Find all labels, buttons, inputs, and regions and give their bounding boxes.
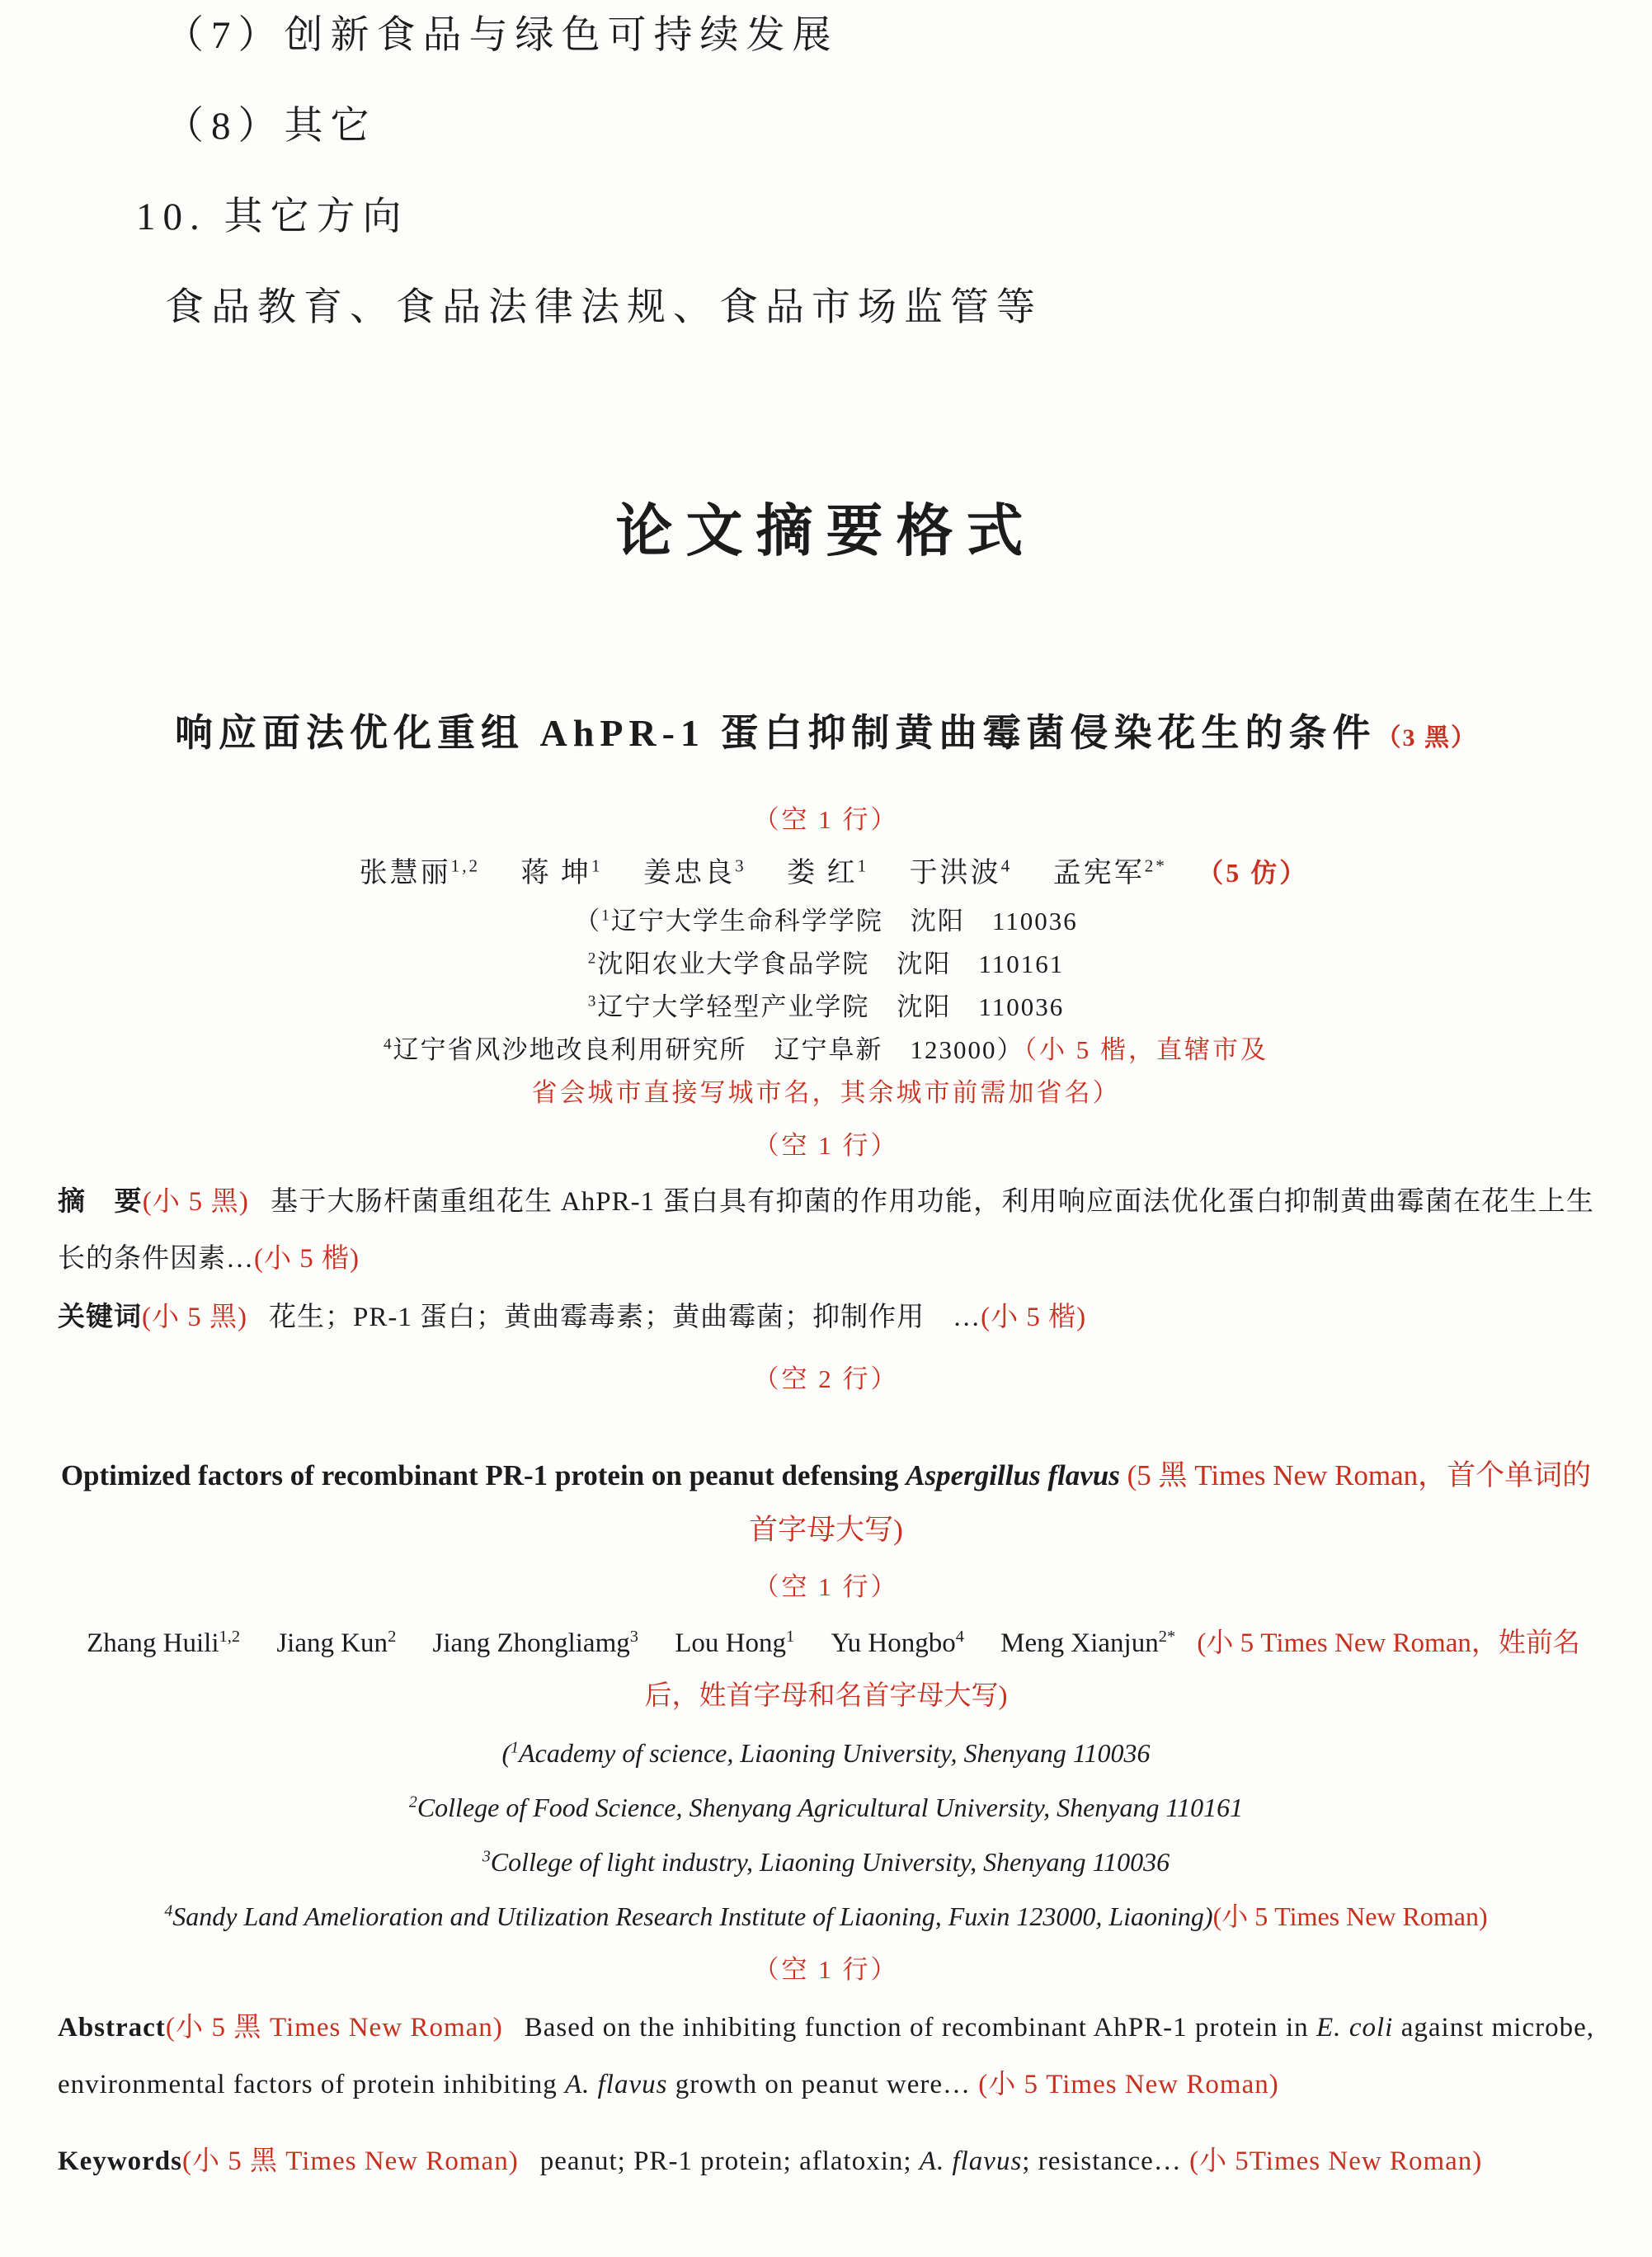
- en-author: Jiang Zhongliamg$^3$: [432, 1628, 638, 1658]
- outline-item-10: 10. 其它方向: [136, 196, 409, 238]
- cn-keywords-label-note: (小 5 黑): [142, 1303, 247, 1332]
- cn-abstract-label: 摘 要: [58, 1187, 143, 1217]
- cn-affiliation-4: $^4$辽宁省风沙地改良利用研究所 辽宁阜新 123000）（小 5 楷，直辖市及: [383, 1035, 1269, 1064]
- en-abstract-text-3: growth on peanut were…: [667, 2070, 972, 2099]
- cn-author: 姜忠良$^3$: [643, 855, 746, 888]
- cn-author-line: [58, 851, 1594, 895]
- en-author-line: [58, 1617, 1594, 1722]
- blank-two-lines-note: （空 2 行）: [753, 1364, 899, 1393]
- en-title-format-note: (5 黑 Times New Roman，首个单词的首字母大写): [749, 1459, 1592, 1546]
- en-paper-title: [58, 1449, 1594, 1557]
- cn-author: 于洪波$^4$: [909, 855, 1013, 888]
- en-abstract-text-2: against microbe, environmental factors of protein inhibiting: [58, 2013, 1594, 2099]
- en-author: Jiang Kun$^2$: [276, 1628, 397, 1658]
- en-keywords-label: Keywords: [58, 2146, 182, 2176]
- cn-paper-title-text: 响应面法优化重组 AhPR-1 蛋白抑制黄曲霉菌侵染花生的条件: [175, 712, 1377, 754]
- en-keywords-species: A. flavus: [919, 2146, 1023, 2176]
- en-affiliation-4: $^4$Sandy Land Amelioration and Utilization Research Institute of Liaoning, Fuxin 123000, Liaoning)(小 5 Times New Roman): [164, 1901, 1488, 1931]
- cn-affiliation-3: $^3$辽宁大学轻型产业学院 沈阳 110036: [587, 992, 1065, 1021]
- cn-affiliation-2: $^2$沈阳农业大学食品学院 沈阳 110161: [587, 949, 1065, 978]
- cn-abstract-paragraph: [58, 1174, 1594, 1288]
- cn-abstract-text: 基于大肠杆菌重组花生 AhPR-1 蛋白具有抑菌的作用功能，利用响应面法优化蛋白抑制黄曲霉菌在花生上生长的条件因素…: [58, 1187, 1595, 1274]
- cn-author: 孟宪军$^{2*}$: [1052, 855, 1167, 888]
- cn-paper-title: [58, 708, 1594, 764]
- section-title: 论文摘要格式: [615, 500, 1037, 563]
- en-affiliation-1: ($^1$Academy of science, Liaoning University, Shenyang 110036: [501, 1738, 1151, 1768]
- cn-abstract-label-note: (小 5 黑): [142, 1187, 249, 1217]
- en-author: Zhang Huili$^{1,2}$: [87, 1628, 241, 1658]
- en-abstract-species-1: E. coli: [1316, 2013, 1394, 2043]
- en-abstract-label-note: (小 5 黑 Times New Roman): [165, 2013, 503, 2043]
- blank-line-note-2: （空 1 行）: [753, 1131, 899, 1160]
- cn-author: 张慧丽$^{1,2}$: [359, 855, 481, 888]
- outline-item-10-desc: 食品教育、食品法律法规、食品市场监管等: [165, 286, 1043, 329]
- cn-keywords-paragraph: [58, 1289, 1594, 1346]
- cn-author: 蒋 坤$^1$: [520, 855, 603, 888]
- en-affiliation-3: $^3$College of light industry, Liaoning University, Shenyang 110036: [482, 1847, 1170, 1877]
- en-paper-title-text: Optimized factors of recombinant PR-1 protein on peanut defensing: [60, 1459, 906, 1491]
- cn-author: 娄 红$^1$: [787, 855, 869, 888]
- cn-affiliation-1: （$^1$辽宁大学生命科学学院 沈阳 110036: [574, 907, 1078, 935]
- en-abstract-species-2: A. flavus: [564, 2070, 668, 2099]
- cn-keywords-text: 花生；PR-1 蛋白；黄曲霉毒素；黄曲霉菌；抑制作用 …: [268, 1303, 981, 1332]
- cn-affiliations: [58, 900, 1594, 1114]
- cn-affils-format-note-part2: 省会城市直接写城市名，其余城市前需加省名）: [531, 1078, 1121, 1107]
- en-author: Meng Xianjun$^{2*}$: [1000, 1628, 1176, 1658]
- en-affiliation-2: $^2$College of Food Science, Shenyang Agricultural University, Shenyang 110161: [408, 1793, 1244, 1822]
- en-keywords-end-note: (小 5Times New Roman): [1189, 2146, 1483, 2176]
- en-author: Yu Hongbo$^4$: [831, 1628, 964, 1658]
- cn-keywords-end-note: (小 5 楷): [981, 1303, 1087, 1332]
- cn-affils-format-note-part1: （小 5 楷，直辖市及: [1024, 1035, 1269, 1064]
- en-abstract-label: Abstract: [58, 2013, 166, 2043]
- blank-line-note-1: （空 1 行）: [753, 805, 899, 834]
- cn-keywords-label: 关键词: [58, 1303, 142, 1332]
- en-keywords-text-2: ; resistance…: [1022, 2146, 1182, 2176]
- en-keywords-label-note: (小 5 黑 Times New Roman): [182, 2146, 519, 2176]
- en-keywords-paragraph: [58, 2133, 1594, 2190]
- cn-authors-format-note: （5 仿）: [1197, 858, 1309, 888]
- blank-line-note-4: （空 1 行）: [753, 1955, 899, 1984]
- en-keywords-text-1: peanut; PR-1 protein; aflatoxin;: [539, 2146, 920, 2176]
- outline-item-7: （7）创新食品与绿色可持续发展: [165, 14, 839, 57]
- en-abstract-paragraph: [58, 2000, 1594, 2113]
- en-affils-format-note: (小 5 Times New Roman): [1212, 1901, 1488, 1931]
- en-paper-title-species: Aspergillus flavus: [906, 1459, 1120, 1491]
- en-abstract-end-note: (小 5 Times New Roman): [978, 2070, 1279, 2099]
- en-author: Lou Hong$^1$: [675, 1628, 795, 1658]
- outline-item-8: （8）其它: [165, 105, 377, 148]
- topic-outline-list: [58, 12, 1594, 332]
- en-authors-format-note: (小 5 Times New Roman，姓前名后，姓首字母和名首字母大写): [644, 1628, 1580, 1711]
- cn-title-format-note: （3 黑）: [1376, 724, 1477, 752]
- blank-line-note-3: （空 1 行）: [753, 1572, 899, 1601]
- en-abstract-text-1: Based on the inhibiting function of recombinant AhPR-1 protein in: [524, 2013, 1317, 2043]
- cn-abstract-end-note: (小 5 楷): [254, 1244, 360, 1274]
- en-affiliations: [58, 1726, 1594, 1944]
